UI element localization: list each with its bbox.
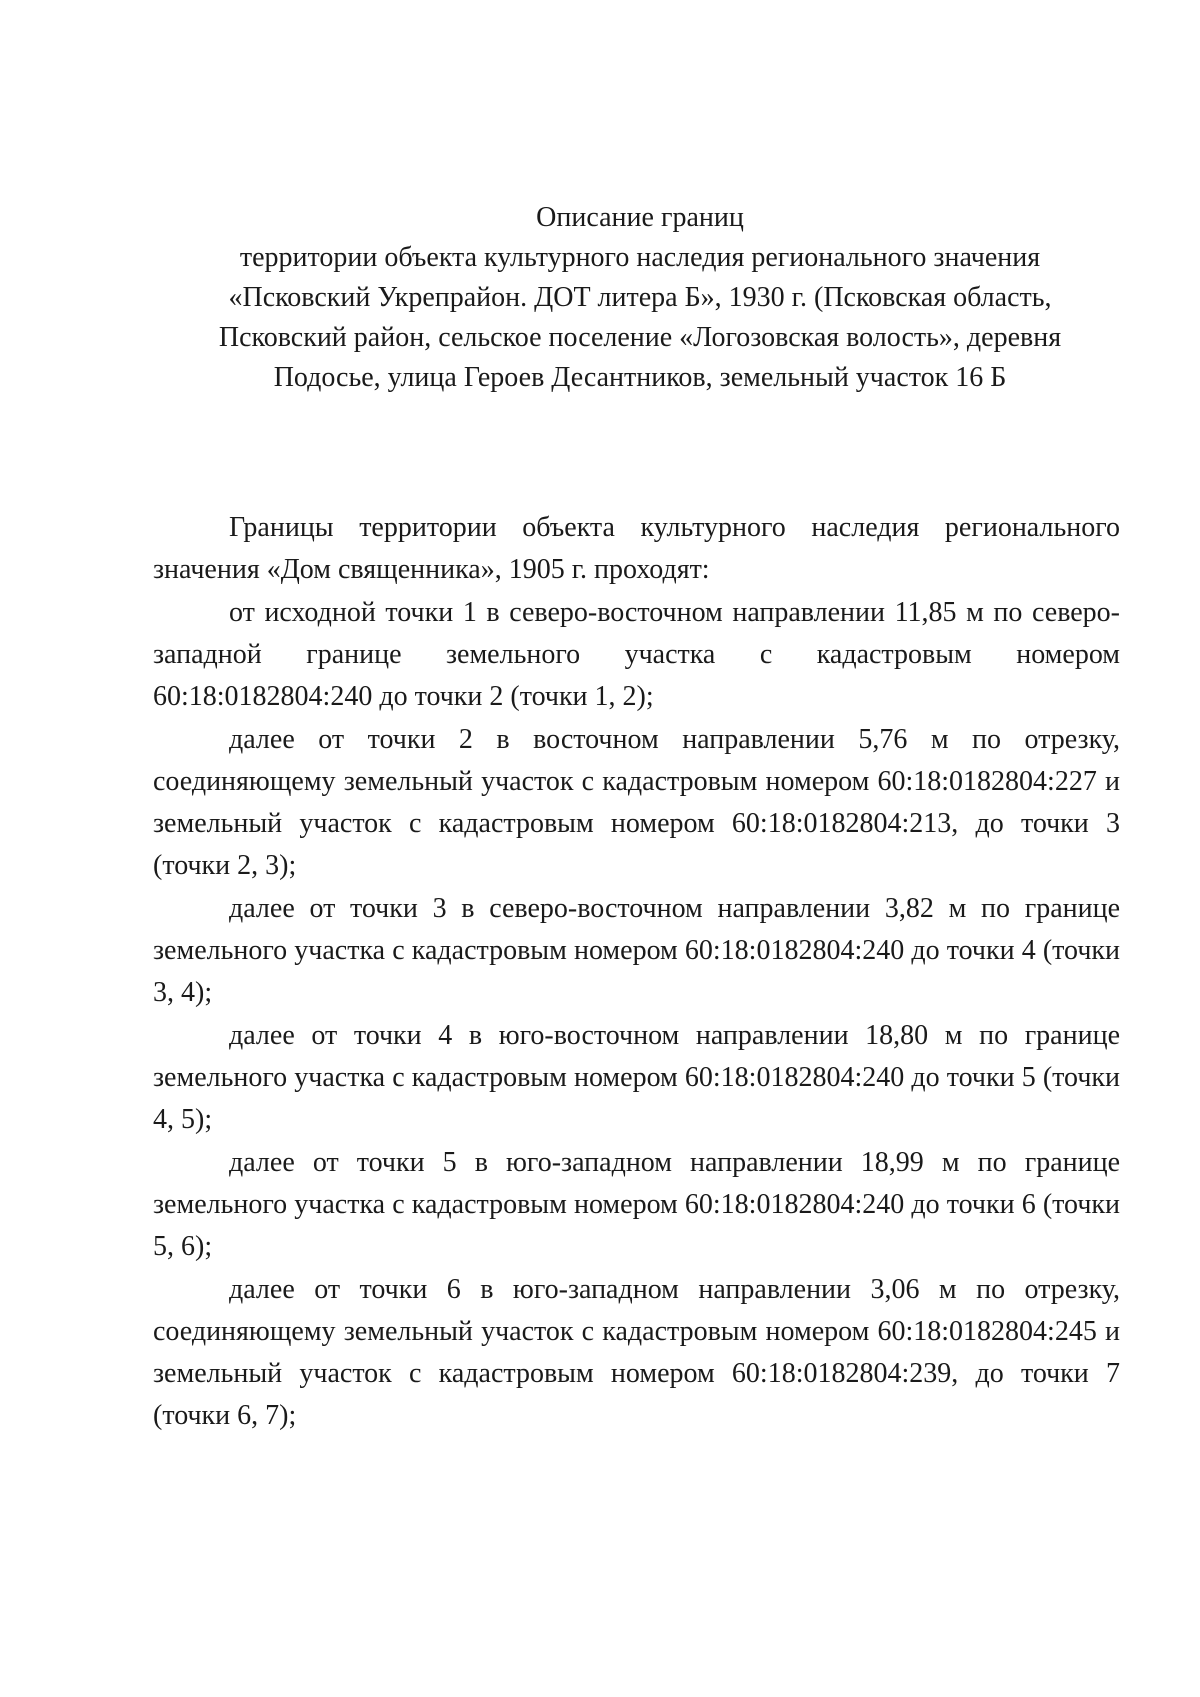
title-line-2: территории объекта культурного наследия регионального значения: [239, 242, 1041, 273]
paragraph-segment-1-2: от исходной точки 1 в северо-восточном направлении 11,85 м по северо-западной границе земельного участка с кадастровым номером 60:18:0182804:240 до точки 2 (точки 1, 2);: [153, 597, 1120, 712]
paragraph-intro: Границы территории объекта культурного наследия регионального значения «Дом священника», 1905 г. проходят:: [153, 512, 1120, 585]
paragraph-segment-4-5: далее от точки 4 в юго-восточном направлении 18,80 м по границе земельного участка с кадастровым номером 60:18:0182804:240 до точки 5 (точки 4, 5);: [153, 1020, 1120, 1135]
document-title: [160, 198, 1120, 398]
paragraph-segment-3-4: далее от точки 3 в северо-восточном направлении 3,82 м по границе земельного участка с кадастровым номером 60:18:0182804:240 до точки 4 (точки 3, 4);: [153, 893, 1120, 1008]
title-line-3: «Псковский Укрепрайон. ДОТ литера Б», 1930 г. (Псковская область,: [228, 282, 1052, 313]
document-body: [153, 507, 1120, 1438]
paragraph-segment-6-7: далее от точки 6 в юго-западном направлении 3,06 м по отрезку, соединяющему земельный участок с кадастровым номером 60:18:0182804:245 и земельный участок с кадастровым номером 60:18:0182804:239, до точки 7 (точки 6, 7);: [153, 1274, 1120, 1431]
paragraph-segment-5-6: далее от точки 5 в юго-западном направлении 18,99 м по границе земельного участка с кадастровым номером 60:18:0182804:240 до точки 6 (точки 5, 6);: [153, 1147, 1120, 1262]
title-line-4: Псковский район, сельское поселение «Логозовская волость», деревня: [218, 322, 1062, 353]
title-line-5: Подосье, улица Героев Десантников, земельный участок 16 Б: [273, 362, 1007, 393]
title-line-1: Описание границ: [536, 202, 744, 233]
paragraph-segment-2-3: далее от точки 2 в восточном направлении 5,76 м по отрезку, соединяющему земельный участок с кадастровым номером 60:18:0182804:227 и земельный участок с кадастровым номером 60:18:0182804:213, до точки 3 (точки 2, 3);: [153, 724, 1120, 881]
